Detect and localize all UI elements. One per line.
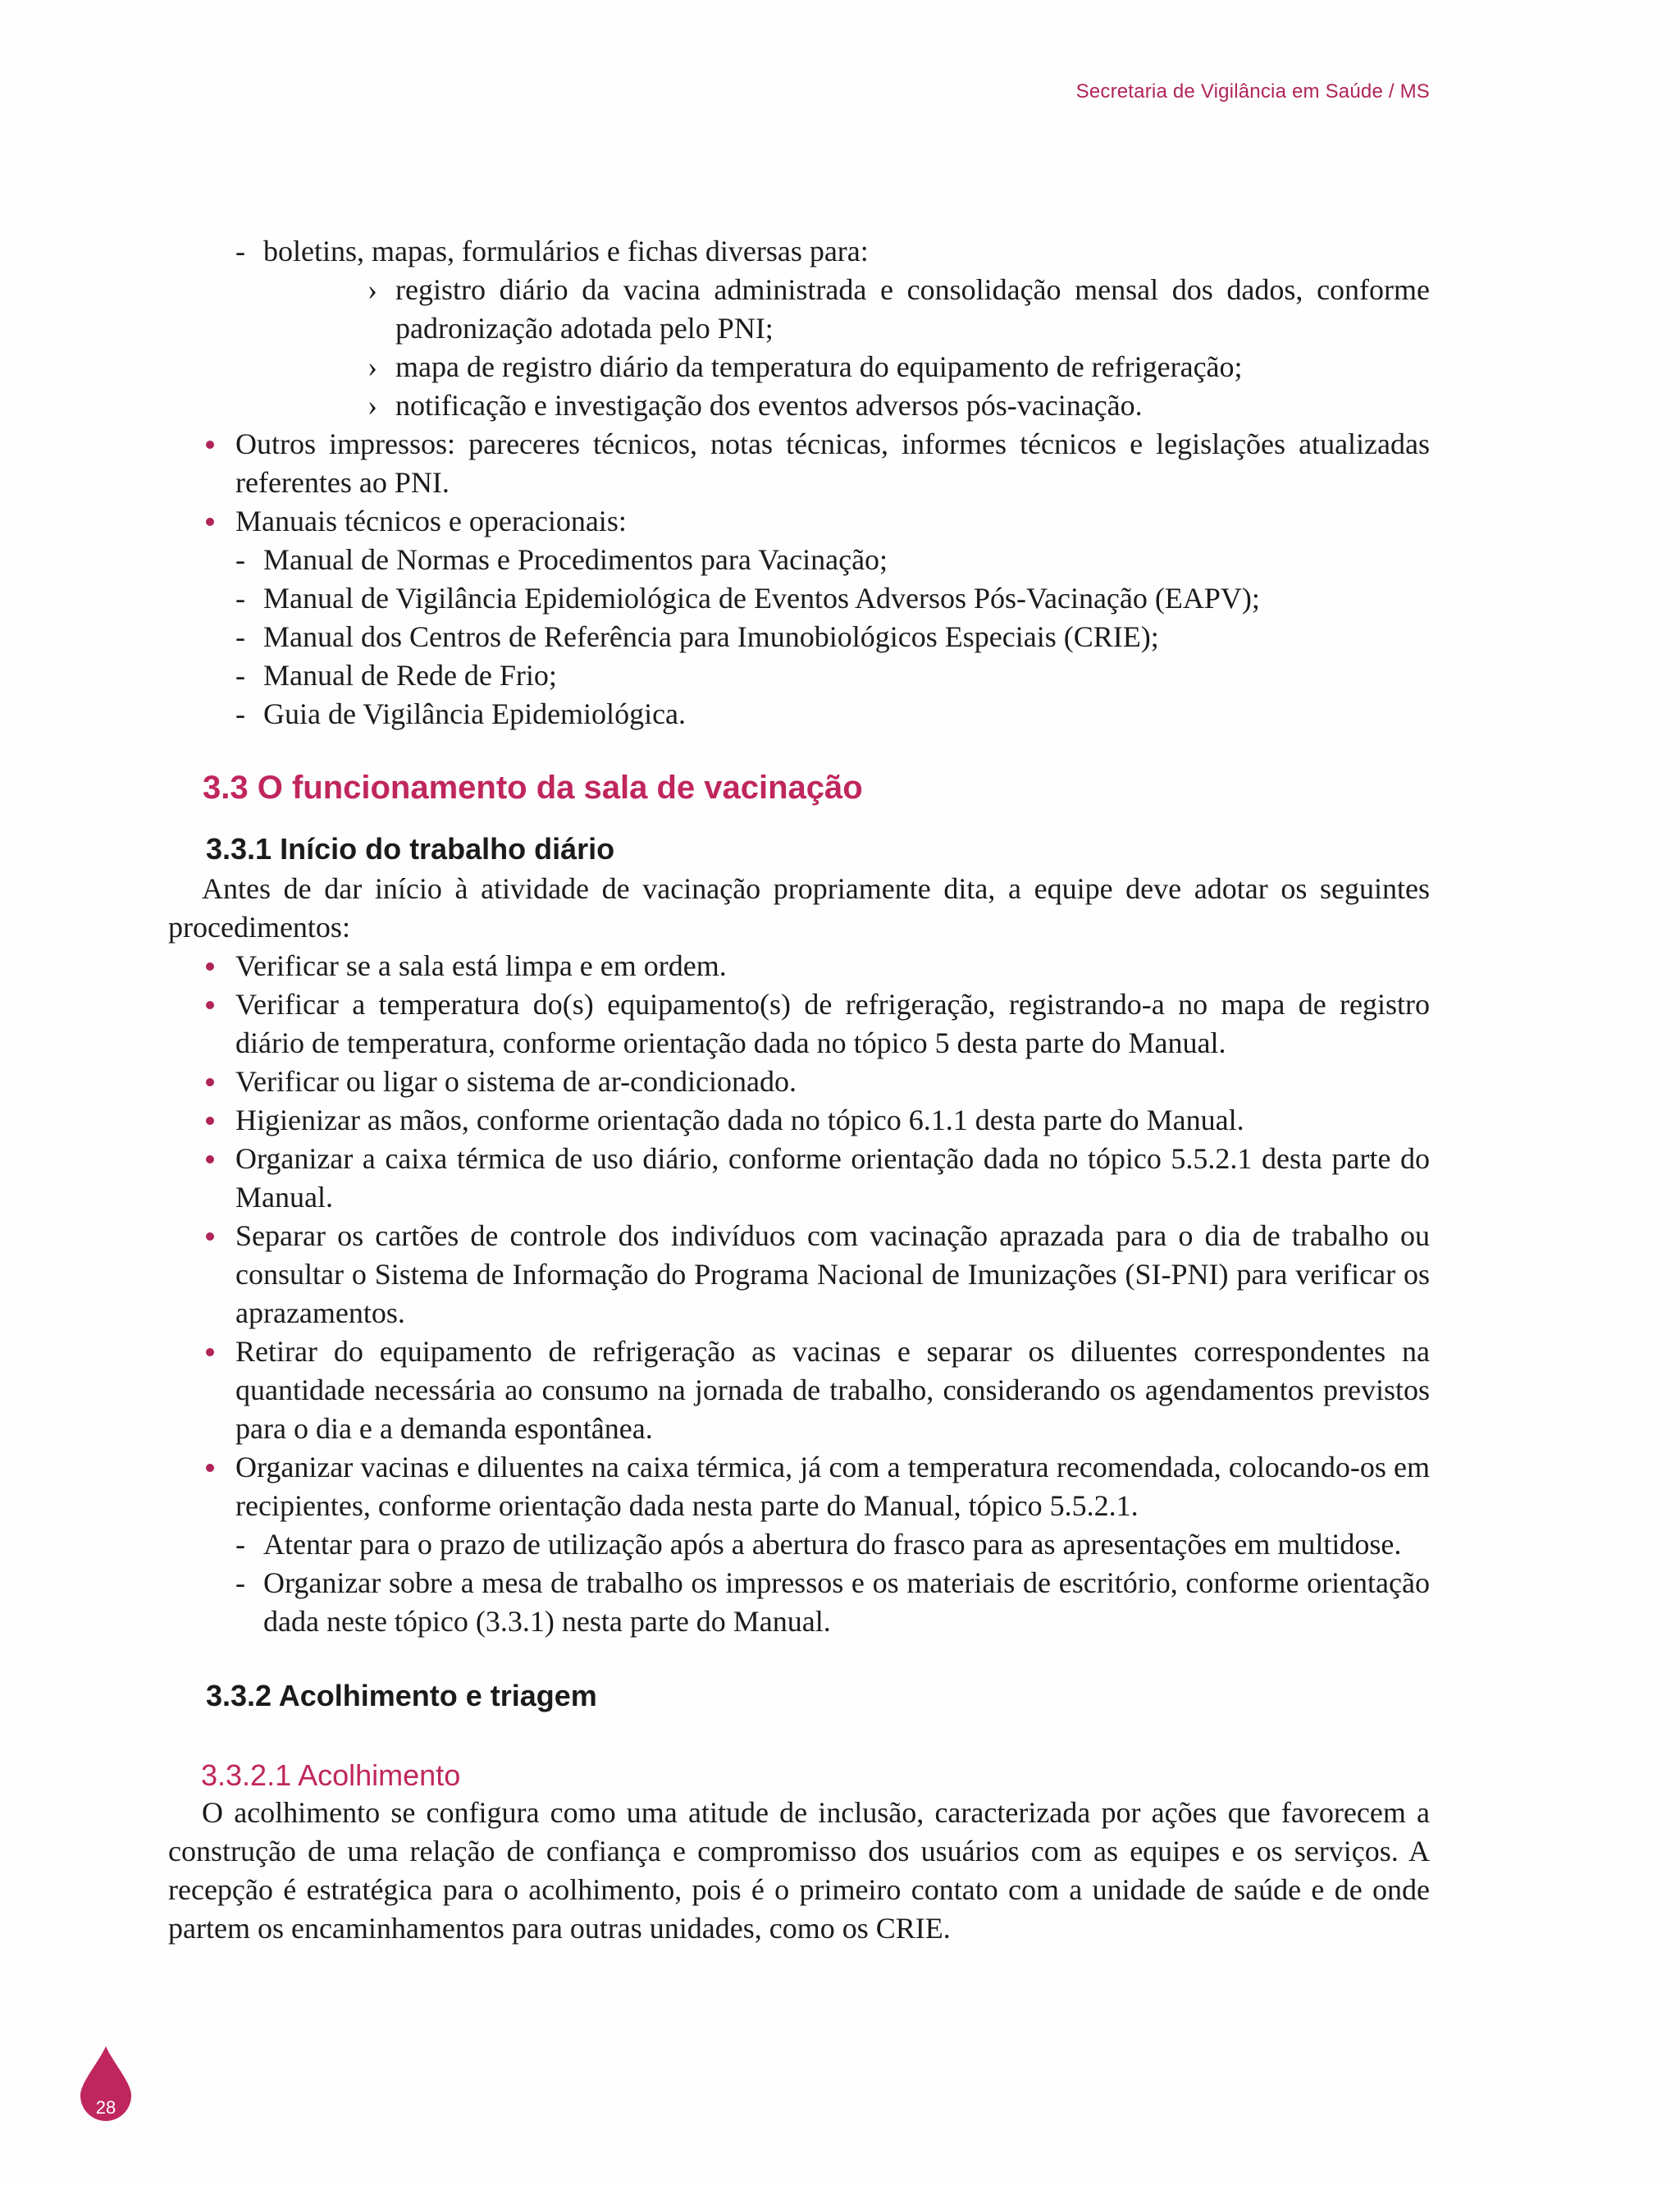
bullet-text: Verificar ou ligar o sistema de ar-condicionado. bbox=[235, 1065, 797, 1098]
list-item-text: Manual dos Centros de Referência para Imunobiológicos Especiais (CRIE); bbox=[263, 620, 1159, 653]
page-number: 28 bbox=[95, 2097, 116, 2118]
arrow-marker: › bbox=[368, 389, 377, 422]
bullet-item bbox=[168, 947, 1430, 985]
bullet-item bbox=[168, 985, 1430, 1063]
list-item bbox=[168, 656, 1430, 695]
bullet-text: Verificar se a sala está limpa e em ordem. bbox=[235, 949, 727, 982]
bullet-text: Organizar vacinas e diluentes na caixa térmica, já com a temperatura recomendada, colocando-os em recipientes, conforme orientação dada nesta parte do Manual, tópico 5.5.2.1. bbox=[235, 1451, 1430, 1522]
bullet-dot-icon bbox=[206, 1001, 214, 1009]
bullet-item bbox=[168, 502, 1430, 541]
bullet-dot-icon bbox=[206, 441, 214, 449]
bullet-text: Manuais técnicos e operacionais: bbox=[235, 505, 627, 537]
list-item-text: Manual de Normas e Procedimentos para Vacinação; bbox=[263, 543, 888, 576]
list-item-text: registro diário da vacina administrada e consolidação mensal dos dados, conforme padronização adotada pelo PNI; bbox=[395, 273, 1430, 345]
bullet-item bbox=[168, 1101, 1430, 1140]
bullet-dot-icon bbox=[206, 962, 214, 971]
list-item bbox=[168, 386, 1430, 425]
running-header: Secretaria de Vigilância em Saúde / MS bbox=[1075, 80, 1430, 103]
list-item bbox=[168, 271, 1430, 348]
list-item bbox=[168, 541, 1430, 579]
bullet-text: Outros impressos: pareceres técnicos, notas técnicas, informes técnicos e legislações atualizadas referentes ao PNI. bbox=[235, 427, 1430, 499]
list-item bbox=[168, 1525, 1430, 1564]
list-item-text: Organizar sobre a mesa de trabalho os impressos e os materiais de escritório, conforme orientação dada neste tópico (3.3.1) nesta parte do Manual. bbox=[263, 1566, 1430, 1638]
dash-marker: - bbox=[235, 659, 245, 692]
list-item bbox=[168, 1564, 1430, 1641]
subsection-heading: 3.3.2 Acolhimento e triagem bbox=[206, 1679, 597, 1712]
bullet-item bbox=[168, 1140, 1430, 1217]
bullet-dot-icon bbox=[206, 1232, 214, 1241]
bullet-item bbox=[168, 425, 1430, 502]
subsubsection-heading: 3.3.2.1 Acolhimento bbox=[201, 1758, 461, 1792]
bullet-dot-icon bbox=[206, 1117, 214, 1125]
list-item bbox=[168, 579, 1430, 618]
bullet-text: Verificar a temperatura do(s) equipamento(s) de refrigeração, registrando-a no mapa de registro diário de temperatura, conforme orientação dada no tópico 5 desta parte do Manual. bbox=[235, 988, 1430, 1059]
bullet-text: Separar os cartões de controle dos indivíduos com vacinação aprazada para o dia de trabalho ou consultar o Sistema de Informação do Programa Nacional de Imunizações (SI-PNI) para verificar os aprazamentos. bbox=[235, 1219, 1430, 1329]
arrow-marker: › bbox=[368, 273, 377, 306]
bullet-item bbox=[168, 1448, 1430, 1525]
list-item-text: boletins, mapas, formulários e fichas diversas para: bbox=[263, 235, 869, 267]
paragraph: O acolhimento se configura como uma atitude de inclusão, caracterizada por ações que favorecem a construção de uma relação de confiança e compromisso dos usuários com as equipes e os serviços. A recepção é estratégica para o acolhimento, pois é o primeiro contato com a unidade de saúde e de onde partem os encaminhamentos para outras unidades, como os CRIE. bbox=[168, 1796, 1430, 1945]
bullet-item bbox=[168, 1332, 1430, 1448]
dash-marker: - bbox=[235, 235, 245, 267]
bullet-dot-icon bbox=[206, 1464, 214, 1472]
list-item bbox=[168, 348, 1430, 386]
dash-marker: - bbox=[235, 1528, 245, 1561]
subsection-heading: 3.3.1 Início do trabalho diário bbox=[206, 832, 615, 866]
page-body bbox=[168, 232, 1430, 1948]
section-heading: 3.3 O funcionamento da sala de vacinação bbox=[203, 770, 863, 806]
list-item-text: mapa de registro diário da temperatura do equipamento de refrigeração; bbox=[395, 350, 1243, 383]
bullet-text: Higienizar as mãos, conforme orientação dada no tópico 6.1.1 desta parte do Manual. bbox=[235, 1104, 1244, 1136]
dash-marker: - bbox=[235, 543, 245, 576]
bullet-text: Retirar do equipamento de refrigeração as vacinas e separar os diluentes correspondentes na quantidade necessária ao consumo na jornada de trabalho, considerando os agendamentos previstos para o dia e a demanda espontânea. bbox=[235, 1335, 1430, 1445]
bullet-dot-icon bbox=[206, 1155, 214, 1163]
dash-marker: - bbox=[235, 620, 245, 653]
list-item-text: Manual de Vigilância Epidemiológica de Eventos Adversos Pós-Vacinação (EAPV); bbox=[263, 582, 1260, 615]
bullet-item bbox=[168, 1217, 1430, 1332]
list-item bbox=[168, 695, 1430, 734]
paragraph: Antes de dar início à atividade de vacinação propriamente dita, a equipe deve adotar os seguintes procedimentos: bbox=[168, 872, 1430, 944]
list-item-text: Guia de Vigilância Epidemiológica. bbox=[263, 697, 687, 730]
dash-marker: - bbox=[235, 582, 245, 615]
list-item-text: notificação e investigação dos eventos adversos pós-vacinação. bbox=[395, 389, 1143, 422]
list-item-text: Atentar para o prazo de utilização após a abertura do frasco para as apresentações em multidose. bbox=[263, 1528, 1402, 1561]
bullet-text: Organizar a caixa térmica de uso diário, conforme orientação dada no tópico 5.5.2.1 desta parte do Manual. bbox=[235, 1142, 1430, 1214]
dash-marker: - bbox=[235, 697, 245, 730]
bullet-item bbox=[168, 1063, 1430, 1101]
bullet-dot-icon bbox=[206, 518, 214, 526]
list-item bbox=[168, 232, 1430, 271]
list-item-text: Manual de Rede de Frio; bbox=[263, 659, 557, 692]
list-item bbox=[168, 618, 1430, 656]
arrow-marker: › bbox=[368, 350, 377, 383]
dash-marker: - bbox=[235, 1566, 245, 1599]
bullet-dot-icon bbox=[206, 1078, 214, 1086]
bullet-dot-icon bbox=[206, 1348, 214, 1356]
